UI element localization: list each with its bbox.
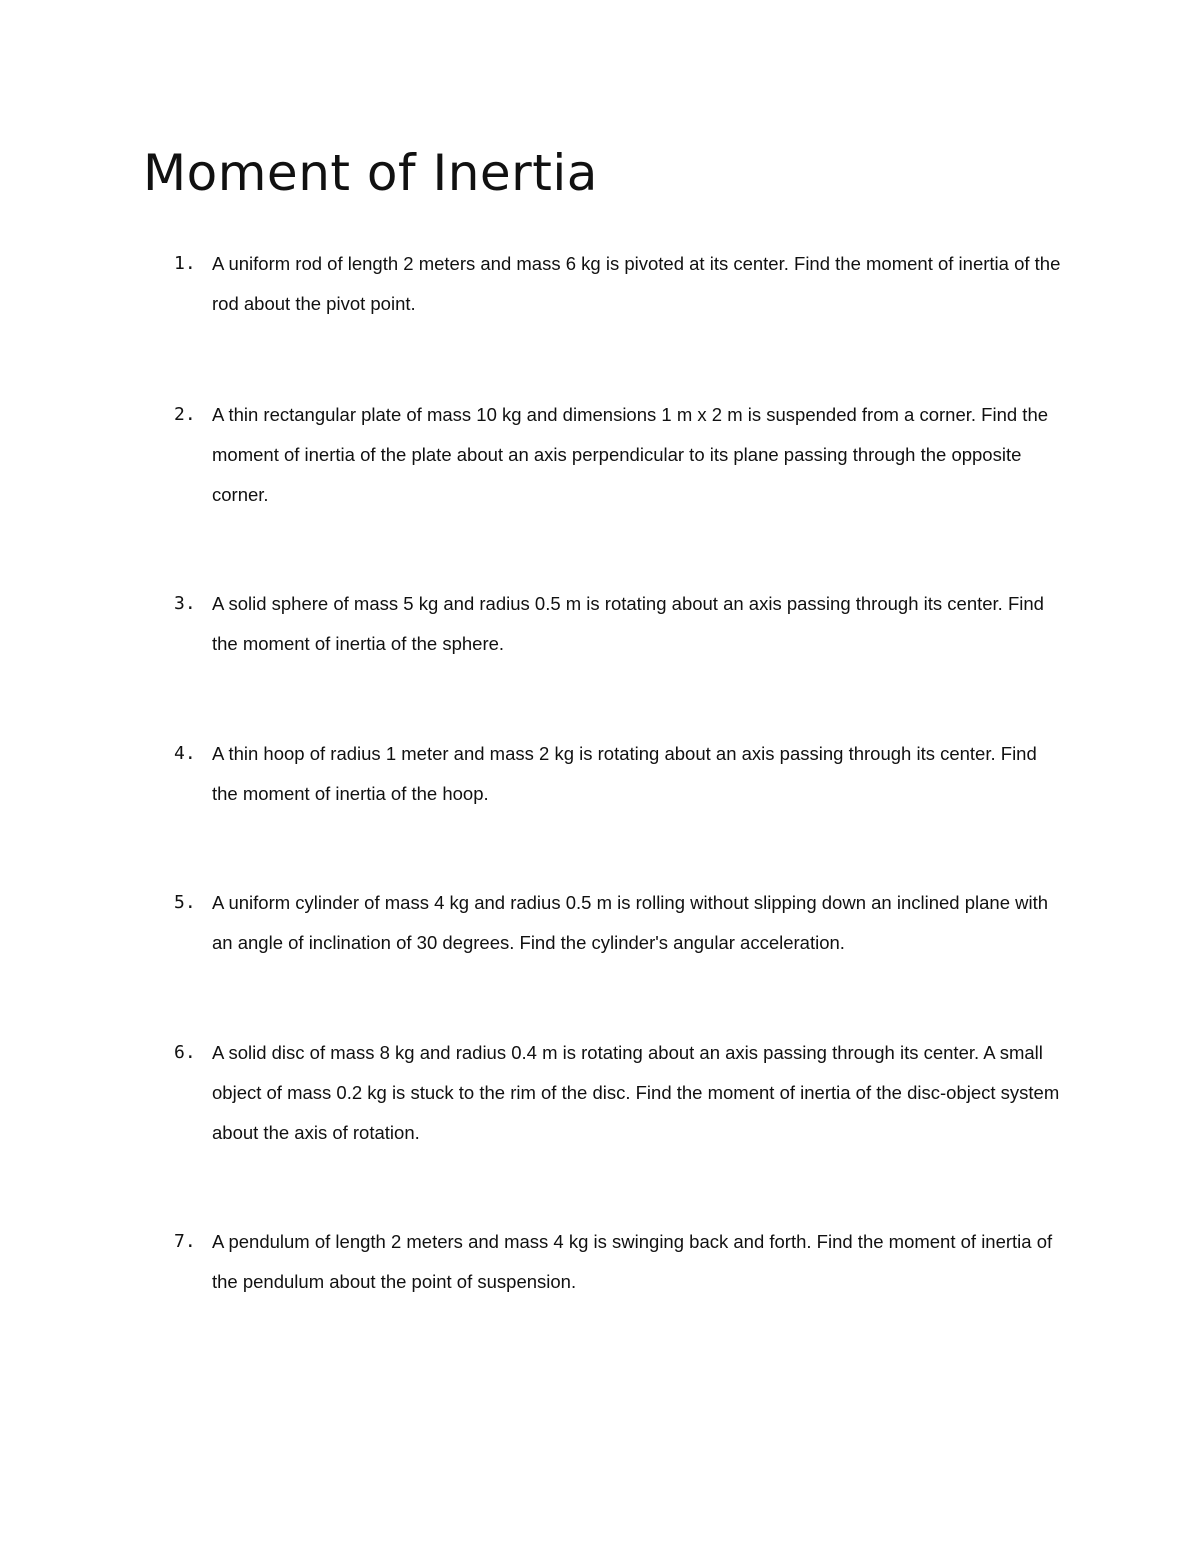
question-text: A uniform rod of length 2 meters and mass 6 kg is pivoted at its center. Find the moment of inertia of the rod about the pivot point. — [212, 253, 1061, 314]
question-text: A thin rectangular plate of mass 10 kg and dimensions 1 m x 2 m is suspended from a corner. Find the moment of inertia of the plate about an axis perpendicular to its plane passing through the opposite corner. — [212, 404, 1049, 505]
question-number: 5. — [174, 892, 196, 913]
question-number: 7. — [174, 1231, 196, 1252]
question-number: 2. — [174, 404, 196, 425]
question-text: A solid sphere of mass 5 kg and radius 0.5 m is rotating about an axis passing through its center. Find the moment of inertia of the sphere. — [212, 593, 1044, 654]
question-number: 4. — [174, 743, 196, 764]
question-text: A thin hoop of radius 1 meter and mass 2 kg is rotating about an axis passing through its center. Find the moment of inertia of the hoop. — [212, 743, 1037, 804]
question-text: A uniform cylinder of mass 4 kg and radius 0.5 m is rolling without slipping down an inclined plane with an angle of inclination of 30 degrees. Find the cylinder's angular acceleration. — [212, 892, 1049, 953]
question-number: 6. — [174, 1042, 196, 1063]
question-text: A solid disc of mass 8 kg and radius 0.4 m is rotating about an axis passing through its center. A small object of mass 0.2 kg is stuck to the rim of the disc. Find the moment of inertia of the disc-object system about the axis of rotation. — [212, 1042, 1060, 1143]
page-title: Moment of Inertia — [143, 144, 598, 202]
question-number: 3. — [174, 593, 196, 614]
question-text: A pendulum of length 2 meters and mass 4 kg is swinging back and forth. Find the moment of inertia of the pendulum about the point of suspension. — [212, 1231, 1053, 1292]
question-number: 1. — [174, 253, 196, 274]
